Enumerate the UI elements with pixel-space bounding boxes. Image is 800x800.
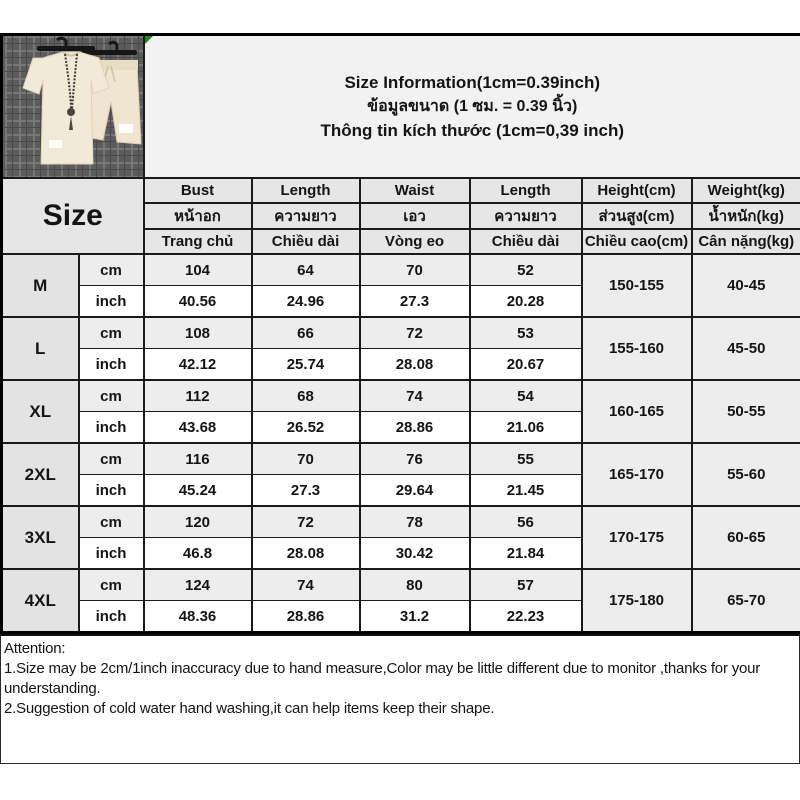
col-header-weight-vi: Cân nặng(kg) [692,229,800,254]
measurement-inch-value: 25.74 [252,349,360,381]
size-information-title [144,35,800,179]
measurement-inch-value: 30.42 [360,538,470,570]
measurement-inch-value: 28.86 [252,601,360,633]
col-header-length2-en: Length [470,178,582,203]
measurement-cm-value: 72 [252,506,360,538]
measurement-inch-value: 42.12 [144,349,252,381]
unit-cm-label: cm [79,569,144,601]
weight-range-value: 60-65 [692,506,800,569]
measurement-cm-value: 74 [252,569,360,601]
weight-range-value: 45-50 [692,317,800,380]
attention-note-1: 1.Size may be 2cm/1inch inaccuracy due to hand measure,Color may be little different due to monitor ,thanks for your understanding. [4,660,761,697]
title-english: Size Information(1cm=0.39inch) [344,72,601,92]
measurement-cm-value: 116 [144,443,252,475]
size-row-label: 2XL [2,443,79,506]
size-row-label: XL [2,380,79,443]
unit-inch-label: inch [79,601,144,633]
col-header-waist-vi: Vòng eo [360,229,470,254]
attention-notes [0,634,800,764]
col-header-weight-en: Weight(kg) [692,178,800,203]
measurement-inch-value: 21.06 [470,412,582,444]
unit-inch-label: inch [79,286,144,318]
measurement-inch-value: 29.64 [360,475,470,507]
col-header-length-vi: Chiều dài [252,229,360,254]
unit-cm-label: cm [79,254,144,286]
measurement-inch-value: 28.86 [360,412,470,444]
measurement-cm-value: 76 [360,443,470,475]
measurement-cm-value: 70 [252,443,360,475]
size-row-label: L [2,317,79,380]
col-header-height-th: ส่วนสูง(cm) [582,203,692,229]
weight-range-value: 50-55 [692,380,800,443]
measurement-cm-value: 55 [470,443,582,475]
measurement-inch-value: 31.2 [360,601,470,633]
measurement-cm-value: 53 [470,317,582,349]
unit-inch-label: inch [79,538,144,570]
measurement-cm-value: 108 [144,317,252,349]
height-range-value: 150-155 [582,254,692,317]
measurement-cm-value: 52 [470,254,582,286]
title-thai: ข้อมูลขนาด (1 ซม. = 0.39 นิ้ว) [367,97,578,115]
title-vietnamese: Thông tin kích thước (1cm=0,39 inch) [320,120,625,140]
weight-range-value: 40-45 [692,254,800,317]
unit-inch-label: inch [79,475,144,507]
size-row-label: M [2,254,79,317]
measurement-inch-value: 46.8 [144,538,252,570]
col-header-length-en: Length [252,178,360,203]
measurement-cm-value: 74 [360,380,470,412]
height-range-value: 170-175 [582,506,692,569]
weight-range-value: 65-70 [692,569,800,633]
size-chart-sheet [0,33,800,764]
measurement-cm-value: 112 [144,380,252,412]
measurement-inch-value: 27.3 [252,475,360,507]
measurement-inch-value: 40.56 [144,286,252,318]
height-range-value: 160-165 [582,380,692,443]
col-header-weight-th: น้ำหนัก(kg) [692,203,800,229]
cell-comment-marker-icon [145,36,153,44]
unit-inch-label: inch [79,412,144,444]
measurement-cm-value: 54 [470,380,582,412]
unit-cm-label: cm [79,506,144,538]
measurement-inch-value: 27.3 [360,286,470,318]
attention-heading: Attention: [4,640,66,657]
product-photo-illustration [5,36,144,177]
attention-note-2: 2.Suggestion of cold water hand washing,it can help items keep their shape. [4,700,495,717]
measurement-cm-value: 72 [360,317,470,349]
measurement-inch-value: 45.24 [144,475,252,507]
measurement-inch-value: 22.23 [470,601,582,633]
measurement-inch-value: 20.28 [470,286,582,318]
height-range-value: 175-180 [582,569,692,633]
measurement-inch-value: 28.08 [360,349,470,381]
measurement-cm-value: 70 [360,254,470,286]
measurement-inch-value: 28.08 [252,538,360,570]
measurement-cm-value: 104 [144,254,252,286]
col-header-height-en: Height(cm) [582,178,692,203]
col-header-bust-th: หน้าอก [144,203,252,229]
measurement-cm-value: 78 [360,506,470,538]
unit-cm-label: cm [79,317,144,349]
col-header-height-vi: Chiều cao(cm) [582,229,692,254]
measurement-cm-value: 80 [360,569,470,601]
col-header-bust-vi: Trang chủ [144,229,252,254]
measurement-inch-value: 26.52 [252,412,360,444]
col-header-waist-th: เอว [360,203,470,229]
measurement-inch-value: 20.67 [470,349,582,381]
col-header-length2-vi: Chiều dài [470,229,582,254]
measurement-cm-value: 57 [470,569,582,601]
measurement-cm-value: 120 [144,506,252,538]
weight-range-value: 55-60 [692,443,800,506]
measurement-cm-value: 68 [252,380,360,412]
height-range-value: 155-160 [582,317,692,380]
height-range-value: 165-170 [582,443,692,506]
measurement-inch-value: 21.45 [470,475,582,507]
measurement-inch-value: 43.68 [144,412,252,444]
unit-inch-label: inch [79,349,144,381]
measurement-cm-value: 124 [144,569,252,601]
size-row-label: 3XL [2,506,79,569]
size-chart-table [0,33,800,634]
col-header-length-th: ความยาว [252,203,360,229]
measurement-cm-value: 56 [470,506,582,538]
size-row-label: 4XL [2,569,79,633]
measurement-cm-value: 66 [252,317,360,349]
unit-cm-label: cm [79,380,144,412]
col-header-waist-en: Waist [360,178,470,203]
measurement-cm-value: 64 [252,254,360,286]
measurement-inch-value: 48.36 [144,601,252,633]
col-header-length2-th: ความยาว [470,203,582,229]
col-header-bust-en: Bust [144,178,252,203]
unit-cm-label: cm [79,443,144,475]
product-photo [2,35,144,179]
measurement-inch-value: 24.96 [252,286,360,318]
measurement-inch-value: 21.84 [470,538,582,570]
size-header: Size [2,178,144,254]
